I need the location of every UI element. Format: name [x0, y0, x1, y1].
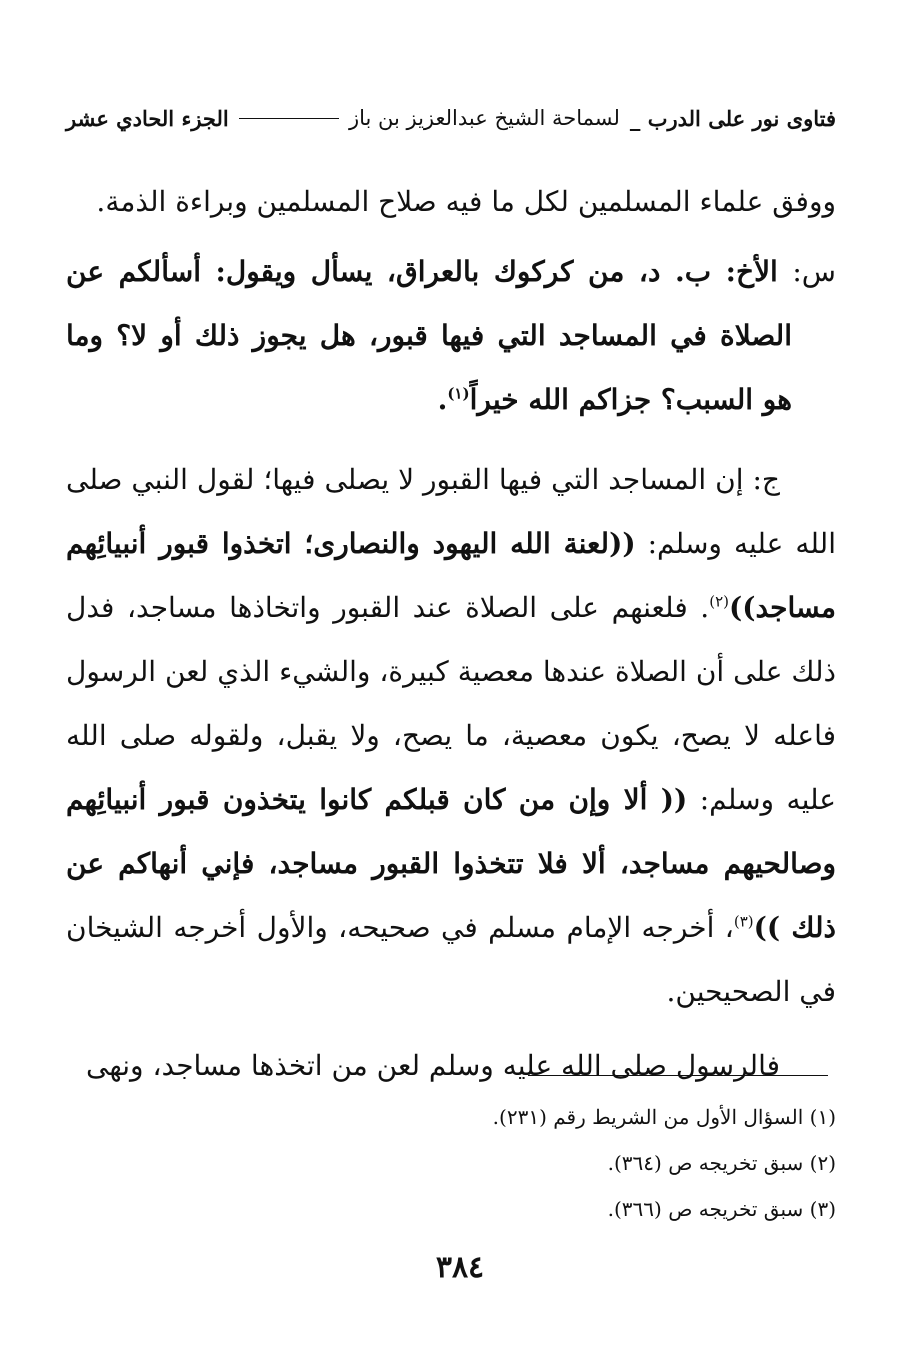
page-number: ٣٨٤: [435, 1250, 485, 1285]
answer-paragraph: [66, 448, 836, 1024]
answer-end: ، أخرجه الإمام مسلم في صحيحه، والأول أخرجه الشيخان في الصحيحين.: [66, 911, 836, 1008]
continuation-paragraph: ووفق علماء المسلمين لكل ما فيه صلاح المسلمين وبراءة الذمة.: [96, 185, 836, 218]
footnote-ref-1[interactable]: (١): [447, 384, 470, 403]
final-text: فالرسول صلى الله عليه وسلم لعن من اتخذها مساجد، ونهى: [86, 1049, 780, 1082]
footnote-1: (١) السؤال الأول من الشريط رقم (٢٣١).: [492, 1105, 836, 1129]
header-rule: [239, 118, 339, 119]
hadith-quote-2: (( ألا وإن من كان قبلكم كانوا يتخذون قبور أنبيائِهم وصالحيهم مساجد، ألا فلا تتخذوا القبور مساجد، فإني أنهاكم عن ذلك )): [66, 783, 836, 944]
question-marker: س:: [792, 255, 836, 288]
question-text: الأخ: ب. د، من كركوك بالعراق، يسأل ويقول: أسألكم عن الصلاة في المساجد التي فيها قبور، هل يجوز ذلك أو لا؟ وما هو السبب؟ جزاكم الله خيراً: [66, 255, 792, 416]
footnote-2: (٢) سبق تخريجه ص (٣٦٤).: [607, 1151, 836, 1175]
hadith-quote-1: ((لعنة الله اليهود والنصارى؛ اتخذوا قبور أنبيائِهم مساجد)): [66, 527, 836, 624]
answer-middle: . فلعنهم على الصلاة عند القبور واتخاذها مساجد، فدل ذلك على أن الصلاة عندها معصية كبيرة، والشيء الذي لعن الرسول فاعله لا يصح، يكون معصية، ما يصح، ولا يقبل، ولقوله صلى الله عليه وسلم:: [66, 591, 836, 816]
part-label: الجزء الحادي عشر: [66, 105, 229, 131]
book-title: فتاوى نور على الدرب _: [629, 105, 836, 131]
question-paragraph: [66, 240, 836, 432]
footnotes: [66, 1094, 836, 1232]
footnote-separator: [528, 1075, 828, 1076]
question-end: .: [437, 383, 448, 416]
footnote-ref-2[interactable]: (٢): [709, 592, 729, 611]
footnote-3: (٣) سبق تخريجه ص (٣٦٦).: [607, 1197, 836, 1221]
final-paragraph: [66, 1034, 836, 1098]
footnote-ref-3[interactable]: (٣): [733, 912, 754, 931]
author-name: لسماحة الشيخ عبدالعزيز بن باز: [348, 106, 620, 130]
answer-intro: ج: إن المساجد التي فيها القبور لا يصلى فيها؛ لقول النبي صلى الله عليه وسلم:: [66, 463, 836, 560]
running-header: [66, 98, 836, 138]
main-text: [66, 170, 836, 1098]
